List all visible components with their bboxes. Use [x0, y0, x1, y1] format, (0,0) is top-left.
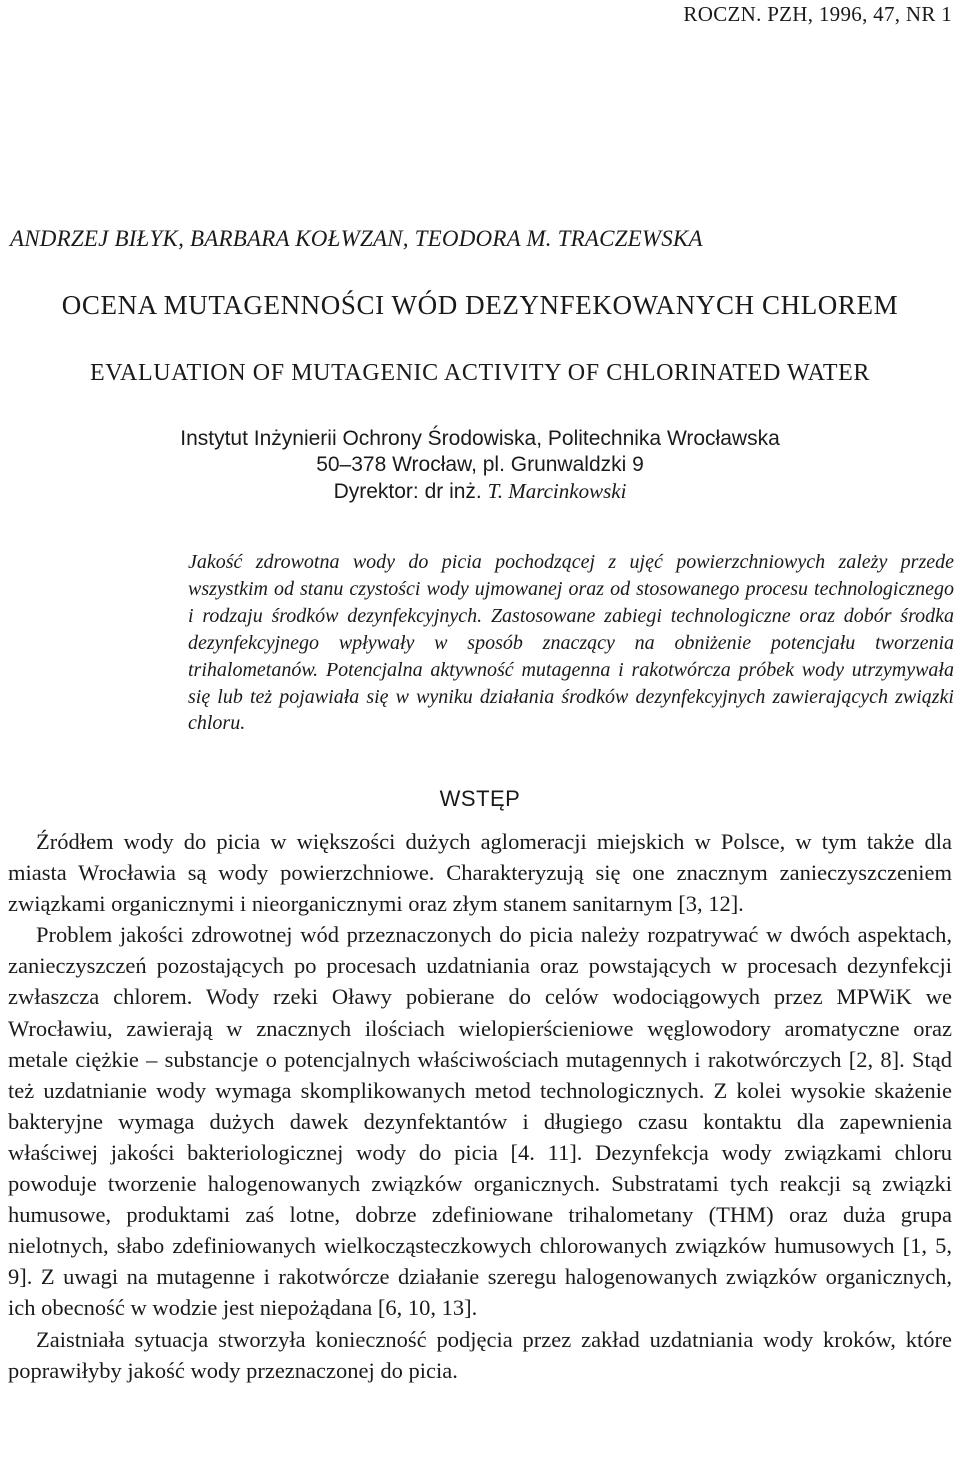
- director-line: [0, 478, 960, 505]
- section-heading: WSTĘP: [439, 786, 521, 811]
- title-polish: OCENA MUTAGENNOŚCI WÓD DEZYNFEKOWANYCH CHLOREM: [61, 290, 899, 320]
- director-label: Dyrektor: dr inż.: [333, 480, 482, 503]
- paragraph-3: Zaistniała sytuacja stworzyła konieczność podjęcia przez zakład uzdatniania wody kroków, które poprawiłyby jakość wody przeznaczonej do picia.: [8, 1326, 952, 1383]
- abstract-text: Jakość zdrowotna wody do picia pochodzącej z ujęć powierzchniowych zależy przede wszystkim od stanu czystości wody ujmowanej oraz od stosowanego procesu technologicznego i rodzaju środków dezynfekcyjnych. Zastosowane zabiegi technologiczne oraz dobór środka dezynfekcyjnego wpływały w sposób znaczący na obniżenie potencjału tworzenia trihalometanów. Potencjalna aktywność mutagenna i rakotwórcza próbek wody utrzymywała się lub też pojawiała się w wyniku działania środków dezynfekcyjnych zawierających związki chloru.: [188, 551, 954, 735]
- title-english: EVALUATION OF MUTAGENIC ACTIVITY OF CHLORINATED WATER: [89, 360, 871, 386]
- abstract: [188, 549, 954, 737]
- authors: ANDRZEJ BIŁYK, BARBARA KOŁWZAN, TEODORA M. TRACZEWSKA: [10, 226, 703, 251]
- body-text: [8, 826, 952, 1386]
- running-head: ROCZN. PZH, 1996, 47, NR 1: [683, 2, 952, 26]
- institute-name: Instytut Inżynierii Ochrony Środowiska, Politechnika Wrocławska: [180, 427, 780, 450]
- affiliation: [0, 426, 960, 505]
- paragraph-1: Źródłem wody do picia w większości dużych aglomeracji miejskich w Polsce, w tym także dla miasta Wrocławia są wody powierzchniowe. Charakteryzują się one znacznym zanieczyszczeniem związkami organicznymi i nieorganicznymi oraz złym stanem sanitarnym [3, 12].: [8, 829, 952, 917]
- institute-address: 50–378 Wrocław, pl. Grunwaldzki 9: [316, 453, 644, 476]
- paragraph-2: Problem jakości zdrowotnej wód przeznaczonych do picia należy rozpatrywać w dwóch aspektach, zanieczyszczeń pozostających po procesach uzdatniania oraz powstających w procesach dezynfekcji zwłaszcza chlorem. Wody rzeki Oławy pobierane do celów wodociągowych przez MPWiK we Wrocławiu, zawierają w znacznych ilościach wielopierścieniowe węglowodory aromatyczne oraz metale ciężkie – substancje o potencjalnych właściwościach mutagennych i rakotwórczych [2, 8]. Stąd też uzdatnianie wody wymaga skomplikowanych metod technologicznych. Z kolei wysokie skażenie bakteryjne wymaga dużych dawek dezynfektantów i długiego czasu kontaktu dla zapewnienia właściwej jakości bakteriologicznej wody do picia [4. 11]. Dezynfekcja wody związkami chloru powoduje tworzenie halogenowanych związków organicznych. Substratami tych reakcji są związki humusowe, produktami zaś lotne, dobrze zdefiniowane trihalometany (THM) oraz duża grupa nielotnych, słabo zdefiniowanych wielkocząsteczkowych chlorowanych związków humusowych [1, 5, 9]. Z uwagi na mutagenne i rakotwórcze działanie szeregu halogenowanych związków organicznych, ich obecność w wodzie jest niepożądana [6, 10, 13].: [8, 922, 952, 1321]
- director-name: T. Marcinkowski: [487, 479, 627, 503]
